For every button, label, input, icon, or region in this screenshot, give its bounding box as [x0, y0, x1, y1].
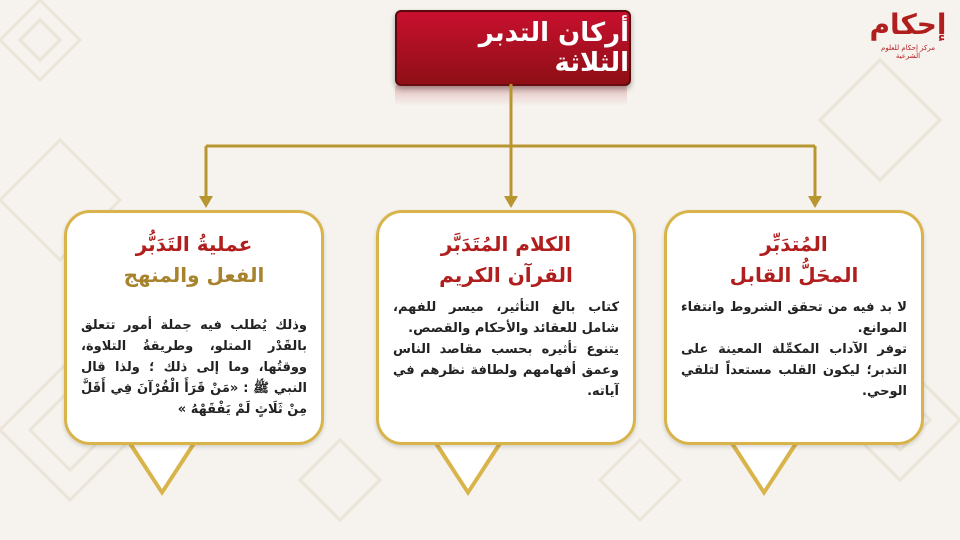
card-tail-inner — [435, 438, 501, 489]
card-paragraph: توفر الآداب المكمِّلة المعينة على التدبر؛ ليكون القلب مستعداً لتلقي الوحي. — [681, 342, 907, 399]
card-subtitle: المحَلُّ القابل — [729, 263, 859, 287]
card-title: الكلام المُتَدَبَّر — [440, 232, 572, 256]
main-title-text: أركان التدبر الثلاثة — [478, 18, 629, 78]
card-tail-inner — [129, 438, 195, 489]
card-title: عمليةُ التَدَبُّر — [135, 232, 253, 256]
card-paragraph: يتنوع تأثيره بحسب مقاصد الناس وعمق أفهامهم ولطافة نظرهم في آياته. — [393, 342, 619, 399]
card-title: المُتدَبِّر — [760, 232, 828, 256]
card-tail-inner — [731, 438, 797, 489]
card-body — [379, 297, 633, 402]
card-body — [67, 315, 321, 420]
card-mutadabbir — [664, 210, 924, 445]
card-paragraph: وذلك يُطلب فيه جملة أمور تتعلق بالقَدْر المتلو، وطريقةُ التلاوة، ووقتُها، وما إلى ذلك ؛ ولذا قال النبي ﷺ : «مَنْ قَرَأَ الْقُرْآنَ فِي أَقَلَّ مِنْ ثَلَاثٍ لَمْ يَفْقَهْهُ » — [81, 318, 307, 417]
card-subtitle: القرآن الكريم — [439, 263, 573, 287]
card-quran — [376, 210, 636, 445]
card-tadabbur-process — [64, 210, 324, 445]
card-paragraph: لا بد فيه من تحقق الشروط وانتفاء الموانع. — [681, 300, 907, 336]
logo-mark: إحكام — [869, 8, 947, 41]
card-body — [667, 297, 921, 402]
card-subtitle: الفعل والمنهج — [123, 263, 265, 287]
card-paragraph: كتاب بالغ التأثير، ميسر للفهم، شامل للعقائد والأحكام والقصص. — [393, 300, 619, 336]
logo-caption: مركز إحكام للعلوم الشرعية — [881, 44, 935, 60]
